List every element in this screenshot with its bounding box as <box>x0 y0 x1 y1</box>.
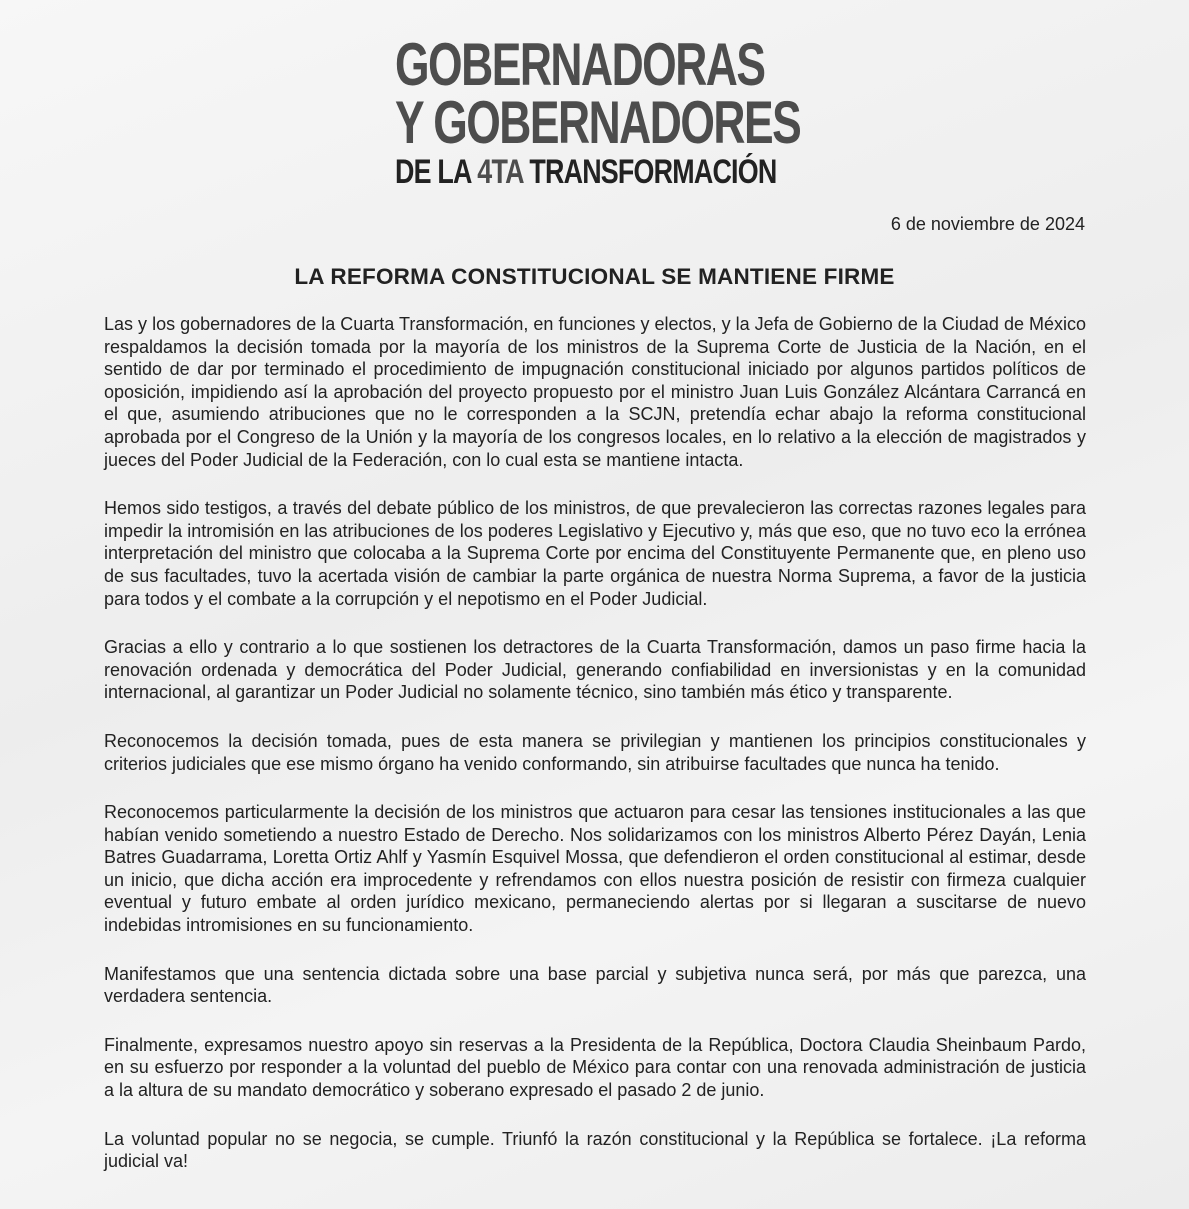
body-paragraph-3: Gracias a ello y contrario a lo que sostienen los detractores de la Cuarta Transformación, damos un paso firme hacia la renovación ordenada y democrática del Poder Judicial, generando confiabilidad en inversionistas y en la comunidad internacional, al garantizar un Poder Judicial no solamente técnico, sino también más ético y transparente. <box>104 637 1086 703</box>
letterhead-line-3-accent: 4TA <box>477 153 523 191</box>
document-body <box>104 313 1086 1199</box>
document-date: 6 de noviembre de 2024 <box>890 214 1085 234</box>
body-paragraph-7: Finalmente, expresamos nuestro apoyo sin reservas a la Presidenta de la República, Doctora Claudia Sheinbaum Pardo, en su esfuerzo por responder a la voluntad del pueblo de México para contar con una renovada administración de justicia a la altura de su mandato democrático y soberano expresado el pasado 2 de junio. <box>104 1034 1086 1101</box>
letterhead-logo <box>395 31 805 191</box>
document-title: LA REFORMA CONSTITUCIONAL SE MANTIENE FIRME <box>294 264 895 289</box>
body-paragraph-1: Las y los gobernadores de la Cuarta Transformación, en funciones y electos, y la Jefa de Gobierno de la Ciudad de México respaldamos la decisión tomada por la mayoría de los ministros de la Suprema Corte de Justicia de la Nación, en el sentido de dar por terminado el procedimiento de impugnación constitucional iniciado por algunos partidos políticos de oposición, impidiendo así la aprobación del proyecto propuesto por el ministro Juan Luis González Alcántara Carrancá en el que, asumiendo atribuciones que no le corresponden a la SCJN, pretendía echar abajo la reforma constitucional aprobada por el Congreso de la Unión y la mayoría de los congresos locales, en lo relativo a la elección de magistrados y jueces del Poder Judicial de la Federación, con lo cual esta se mantiene intacta. <box>104 314 1086 470</box>
letterhead-line-3-prefix: DE LA <box>395 153 478 191</box>
body-paragraph-2: Hemos sido testigos, a través del debate público de los ministros, de que prevalecieron las correctas razones legales para impedir la intromisión en las atribuciones de los poderes Legislativo y Ejecutivo y, más que eso, que no tuvo eco la errónea interpretación del ministro que colocaba a la Suprema Corte por encima del Constituyente Permanente que, en pleno uso de sus facultades, tuvo la acertada visión de cambiar la parte orgánica de nuestra Norma Suprema, a favor de la justicia para todos y el combate a la corrupción y el nepotismo en el Poder Judicial. <box>104 498 1086 609</box>
letterhead-line-2: Y GOBERNADORES <box>395 89 801 156</box>
letterhead-line-3-suffix: TRANSFORMACIÓN <box>522 153 777 191</box>
letterhead-line-1: GOBERNADORAS <box>395 31 765 98</box>
body-paragraph-4: Reconocemos la decisión tomada, pues de esta manera se privilegian y mantienen los principios constitucionales y criterios judiciales que ese mismo órgano ha venido conformando, sin atribuirse facultades que nunca ha tenido. <box>104 730 1086 774</box>
letterhead-line-3 <box>395 153 777 191</box>
body-paragraph-5: Reconocemos particularmente la decisión de los ministros que actuaron para cesar las tensiones institucionales a las que habían venido sometiendo a nuestro Estado de Derecho. Nos solidarizamos con los ministros Alberto Pérez Dayán, Lenia Batres Guadarrama, Loretta Ortiz Ahlf y Yasmín Esquivel Mossa, que defendieron el orden constitucional al estimar, desde un inicio, que dicha acción era improcedente y refrendamos con ellos nuestra posición de resistir con firmeza cualquier eventual y futuro embate al orden jurídico mexicano, permaneciendo alertas por si llegaran a suscitarse de nuevo indebidas intromisiones en su funcionamiento. <box>104 802 1086 936</box>
body-paragraph-8: La voluntad popular no se negocia, se cumple. Triunfó la razón constitucional y la República se fortalece. ¡La reforma judicial va! <box>104 1128 1086 1172</box>
body-paragraph-6: Manifestamos que una sentencia dictada sobre una base parcial y subjetiva nunca será, por más que parezca, una verdadera sentencia. <box>104 963 1086 1007</box>
